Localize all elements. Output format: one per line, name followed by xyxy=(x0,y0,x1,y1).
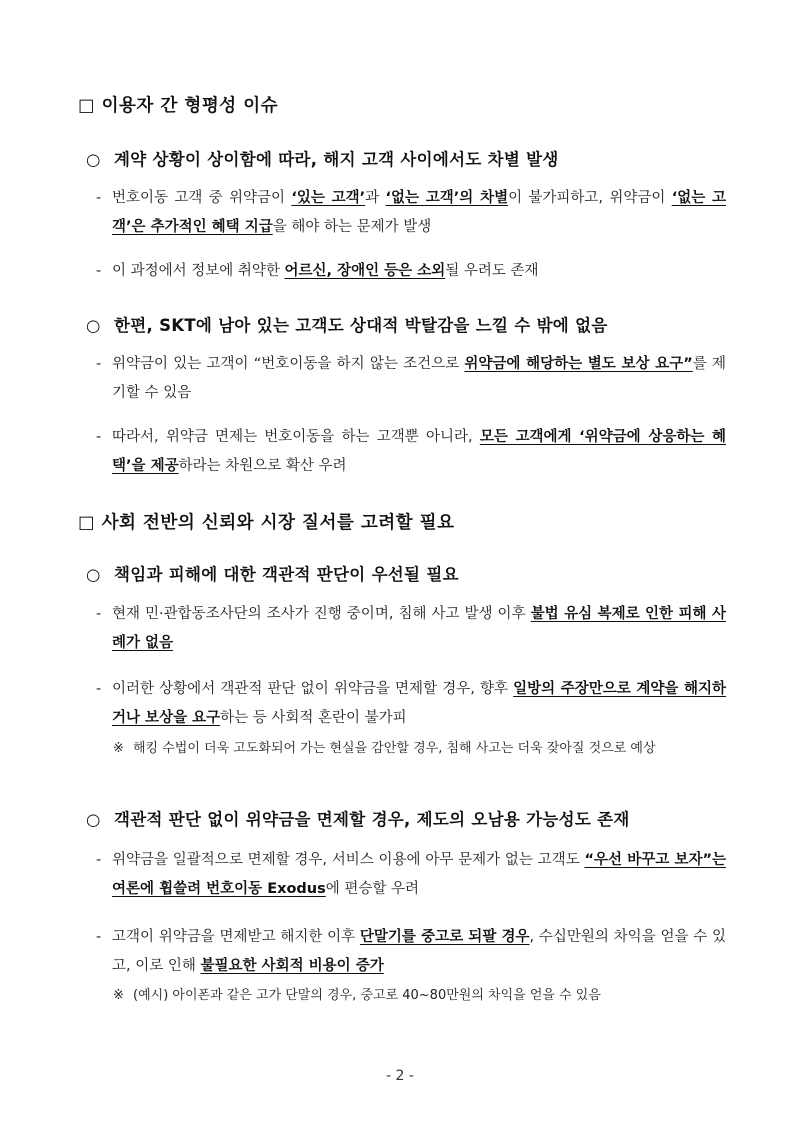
subheading-text: 한편, SKT에 남아 있는 고객도 상대적 박탈감을 느낄 수 밖에 없음 xyxy=(114,316,608,335)
dash-bullet-icon: - xyxy=(96,852,102,868)
dash-bullet-icon: - xyxy=(96,190,102,206)
dash-bullet-icon: - xyxy=(96,263,102,279)
dash-bullet-icon: - xyxy=(96,929,102,945)
subheading-text: 책임과 피해에 대한 객관적 판단이 우선될 필요 xyxy=(114,565,459,584)
circle-bullet-icon: ○ xyxy=(86,316,101,335)
subheading-objective-judgment xyxy=(86,561,459,585)
dash-bullet-icon: - xyxy=(96,681,102,697)
subheading-text: 객관적 판단 없이 위약금을 면제할 경우, 제도의 오남용 가능성도 존재 xyxy=(114,810,630,829)
bullet-exodus: - 위약금을 일괄적으로 면제할 경우, 서비스 이용에 아무 문제가 없는 고객도 “우선 바꾸고 보자”는 여론에 휩쓸려 번호이동 Exodus에 편승할 우려 xyxy=(96,846,726,904)
reference-mark-icon: ※ xyxy=(113,988,124,1003)
note-hacking: ※ 해킹 수법이 더욱 고도화되어 가는 현실을 감안할 경우, 침해 사고는 더욱 잦아질 것으로 예상 xyxy=(113,737,726,760)
dash-bullet-icon: - xyxy=(96,606,102,622)
note-example: ※ (예시) 아이폰과 같은 고가 단말의 경우, 중고로 40~80만원의 차익을 얻을 수 있음 xyxy=(113,984,726,1007)
page-number: - 2 - xyxy=(386,1068,414,1084)
dash-bullet-icon: - xyxy=(96,356,102,372)
circle-bullet-icon: ○ xyxy=(86,565,101,584)
reference-mark-icon: ※ xyxy=(113,741,124,756)
subheading-text: 계약 상황이 상이함에 따라, 해지 고객 사이에서도 차별 발생 xyxy=(114,150,559,169)
section-heading-trust: □ 사회 전반의 신뢰와 시장 질서를 고려할 필요 xyxy=(78,513,455,533)
bullet-social-confusion: - 이러한 상황에서 객관적 판단 없이 위약금을 면제할 경우, 향후 일방의 주장만으로 계약을 해지하거나 보상을 요구하는 등 사회적 혼란이 불가피 xyxy=(96,675,726,733)
dash-bullet-icon: - xyxy=(96,429,102,445)
bullet-benefit-spread: - 따라서, 위약금 면제는 번호이동을 하는 고객뿐 아니라, 모든 고객에게 ‘위약금에 상응하는 혜택’을 제공하라는 차원으로 확산 우려 xyxy=(96,423,726,481)
subheading-remaining-customers xyxy=(86,312,608,336)
section-heading-equity: □ 이용자 간 형평성 이슈 xyxy=(78,96,279,116)
circle-bullet-icon: ○ xyxy=(86,810,101,829)
bullet-separate-compensation: - 위약금이 있는 고객이 “번호이동을 하지 않는 조건으로 위약금에 해당하는 별도 보상 요구”를 제기할 수 있음 xyxy=(96,350,726,408)
subheading-discrimination xyxy=(86,146,559,170)
circle-bullet-icon: ○ xyxy=(86,150,101,169)
subheading-misuse xyxy=(86,806,630,830)
bullet-penalty-discrimination: - 번호이동 고객 중 위약금이 ‘있는 고객’과 ‘없는 고객’의 차별이 불가피하고, 위약금이 ‘없는 고객’은 추가적인 혜택 지급을 해야 하는 문제가 발생 xyxy=(96,184,726,242)
bullet-resale-profit: - 고객이 위약금을 면제받고 해지한 이후 단말기를 중고로 되팔 경우, 수십만원의 차익을 얻을 수 있고, 이로 인해 불필요한 사회적 비용이 증가 xyxy=(96,923,726,981)
bullet-vulnerable-groups: - 이 과정에서 정보에 취약한 어르신, 장애인 등은 소외될 우려도 존재 xyxy=(96,257,726,286)
bullet-investigation: - 현재 민·관합동조사단의 조사가 진행 중이며, 침해 사고 발생 이후 불법 유심 복제로 인한 피해 사례가 없음 xyxy=(96,600,726,658)
